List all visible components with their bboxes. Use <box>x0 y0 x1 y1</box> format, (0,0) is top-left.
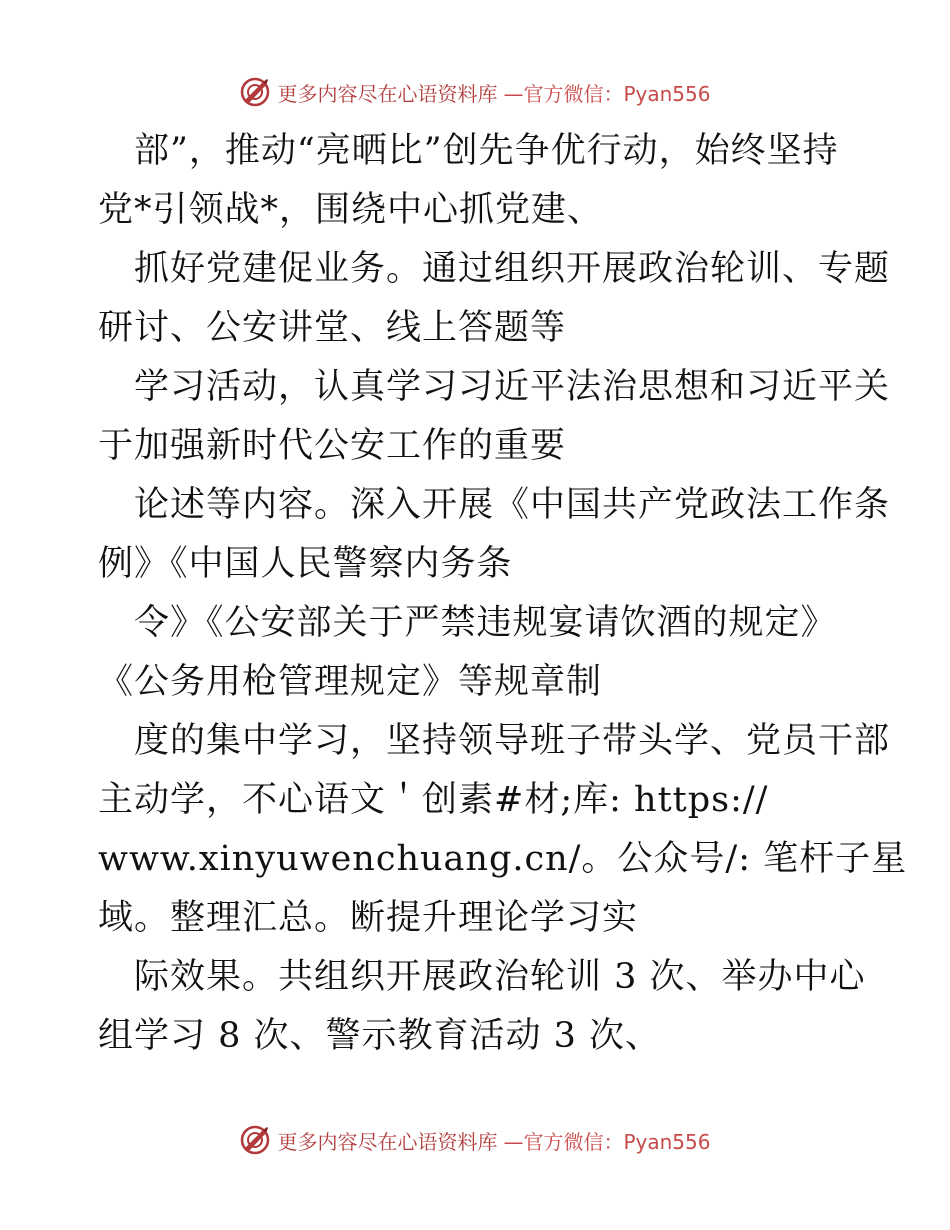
brand-text: 更多内容尽在心语资料库 <box>277 1129 498 1154</box>
text-line: 抓好党建促业务。通过组织开展政治轮训、专题 <box>134 249 891 289</box>
text-line: 部”，推动“亮晒比”创先争优行动，始终坚持 <box>134 131 839 171</box>
text-line: 党*引领战*，围绕中心抓党建、 <box>98 190 604 230</box>
text-line: 主动学，不心语文＇创素#材;库: https:// <box>98 780 769 820</box>
footer-banner <box>0 1120 950 1160</box>
wechat-text: —官方微信：Pyan556 <box>503 1129 711 1154</box>
brand-text: 更多内容尽在心语资料库 <box>277 81 498 106</box>
text-line: 《公务用枪管理规定》等规章制 <box>98 662 603 702</box>
text-line: 于加强新时代公安工作的重要 <box>98 426 567 466</box>
text-line: 度的集中学习，坚持领导班子带头学、党员干部 <box>134 721 891 761</box>
text-line: 论述等内容。深入开展《中国共产党政法工作条 <box>134 485 891 525</box>
brand-logo-icon <box>239 1124 271 1156</box>
text-line: www.xinyuwenchuang.cn/。公众号/: 笔杆子星 <box>98 839 908 879</box>
wechat-text: —官方微信：Pyan556 <box>503 81 711 106</box>
text-line: 组学习 8 次、警示教育活动 3 次、 <box>98 1016 662 1056</box>
text-line: 域。整理汇总。断提升理论学习实 <box>98 898 639 938</box>
header-banner <box>0 72 950 112</box>
text-line: 研讨、公安讲堂、线上答题等 <box>98 308 567 348</box>
brand-logo-icon <box>239 76 271 108</box>
document-body <box>98 122 908 1066</box>
text-line: 例》《中国人民警察内务条 <box>98 544 513 584</box>
text-line: 际效果。共组织开展政治轮训 3 次、举办中心 <box>134 957 866 997</box>
text-line: 令》《公安部关于严禁违规宴请饮酒的规定》 <box>134 603 837 643</box>
text-line: 学习活动，认真学习习近平法治思想和习近平关 <box>134 367 891 407</box>
